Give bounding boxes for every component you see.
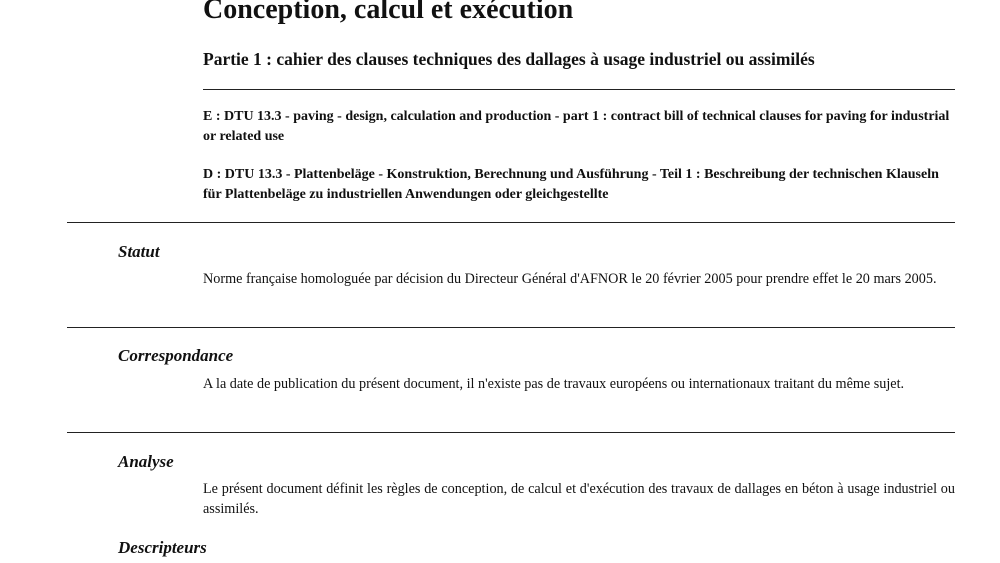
section-divider [67, 327, 955, 328]
document-subtitle: Partie 1 : cahier des clauses techniques des dallages à usage industriel ou assimilés [203, 49, 815, 69]
german-title-translation: D : DTU 13.3 - Plattenbeläge - Konstruktion, Berechnung und Ausführung - Teil 1 : Beschreibung der technischen Klauseln für Plattenbeläge zu industriellen Anwendungen oder gleichgestellte [203, 167, 939, 202]
english-title-translation: E : DTU 13.3 - paving - design, calculation and production - part 1 : contract bill of technical clauses for paving for industrial or related use [203, 109, 950, 144]
descripteurs-heading: Descripteurs [118, 538, 207, 557]
correspondance-heading: Correspondance [118, 346, 234, 365]
section-divider [67, 222, 955, 223]
statut-heading: Statut [118, 242, 160, 261]
analyse-heading: Analyse [118, 452, 174, 471]
correspondance-body: A la date de publication du présent document, il n'existe pas de travaux européens ou internationaux traitant du même sujet. [203, 376, 905, 392]
statut-body: Norme française homologuée par décision du Directeur Général d'AFNOR le 20 février 2005 pour prendre effet le 20 mars 2005. [203, 271, 937, 287]
analyse-body: Le présent document définit les règles de conception, de calcul et d'exécution des travaux de dallages en béton à usage industriel ou assimilés. [203, 481, 955, 517]
title-divider [203, 89, 955, 90]
document-title: Conception, calcul et exécution [203, 0, 574, 25]
section-divider [67, 432, 955, 433]
